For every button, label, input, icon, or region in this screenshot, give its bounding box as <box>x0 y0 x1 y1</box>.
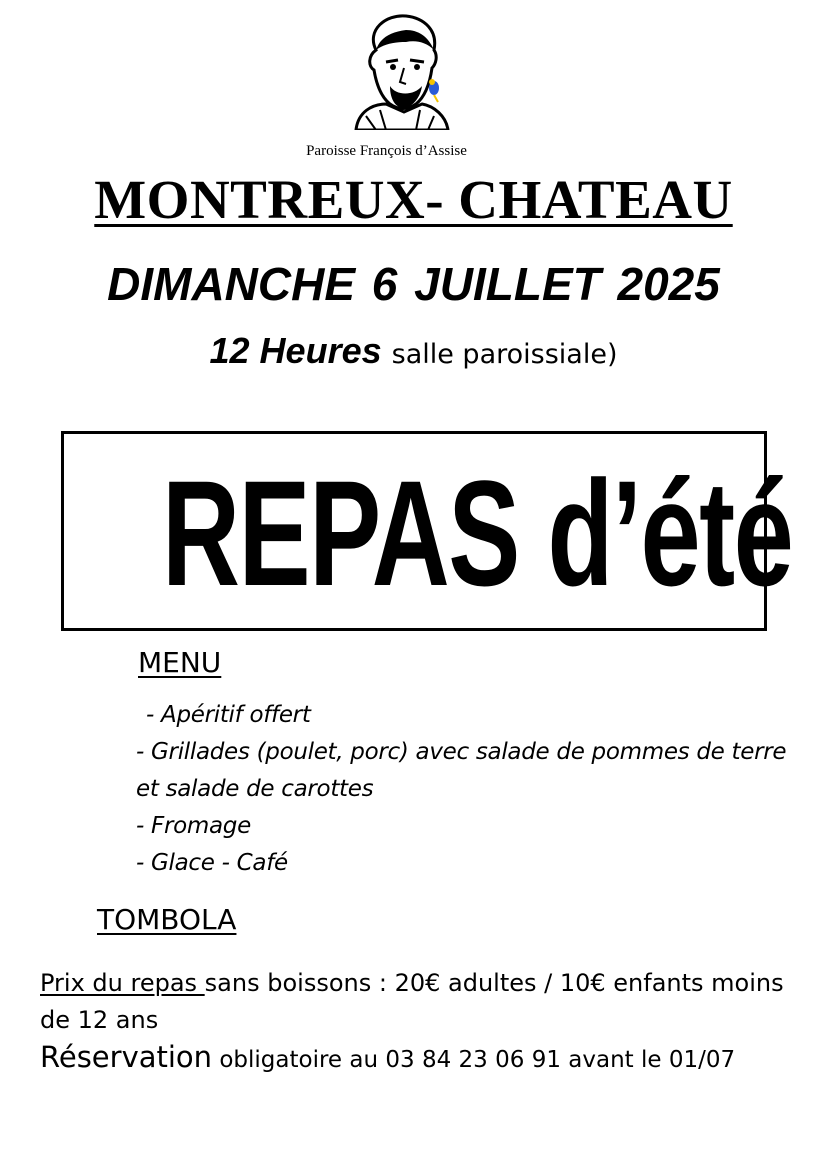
menu-item: - Fromage <box>136 813 251 839</box>
tombola-heading: TOMBOLA <box>97 903 237 936</box>
reservation-info <box>40 1040 820 1074</box>
menu-item: - Glace - Café <box>136 850 288 876</box>
menu-item: - Apéritif offert <box>146 702 311 728</box>
town-name-text: MONTREUX- CHATEAU <box>94 169 733 230</box>
event-title: REPAS d’été <box>161 449 793 617</box>
event-title-box <box>61 431 793 631</box>
price-info <box>40 965 800 1039</box>
reservation-text: obligatoire au 03 84 23 06 91 avant le 01/07 <box>212 1047 736 1073</box>
event-place: salle paroissiale) <box>391 339 618 370</box>
menu-item: - Grillades (poulet, porc) avec salade de pommes de terre et salade de carottes <box>136 739 787 802</box>
parish-name: Paroisse François d’Assise <box>306 143 467 159</box>
price-label: Prix du repas <box>40 969 205 997</box>
price-text: sans boissons : 20€ adultes / 10€ enfants moins de 12 ans <box>40 969 784 1034</box>
reservation-label: Réservation <box>40 1040 213 1074</box>
town-name <box>0 168 827 232</box>
menu-list <box>136 697 796 882</box>
event-hour: 12 Heures <box>209 330 382 371</box>
saint-francis-portrait-icon <box>346 12 454 130</box>
menu-heading: MENU <box>138 646 222 679</box>
event-date: DIMANCHE 6 JUILLET 2025 <box>107 258 720 310</box>
event-time-line <box>0 330 827 372</box>
